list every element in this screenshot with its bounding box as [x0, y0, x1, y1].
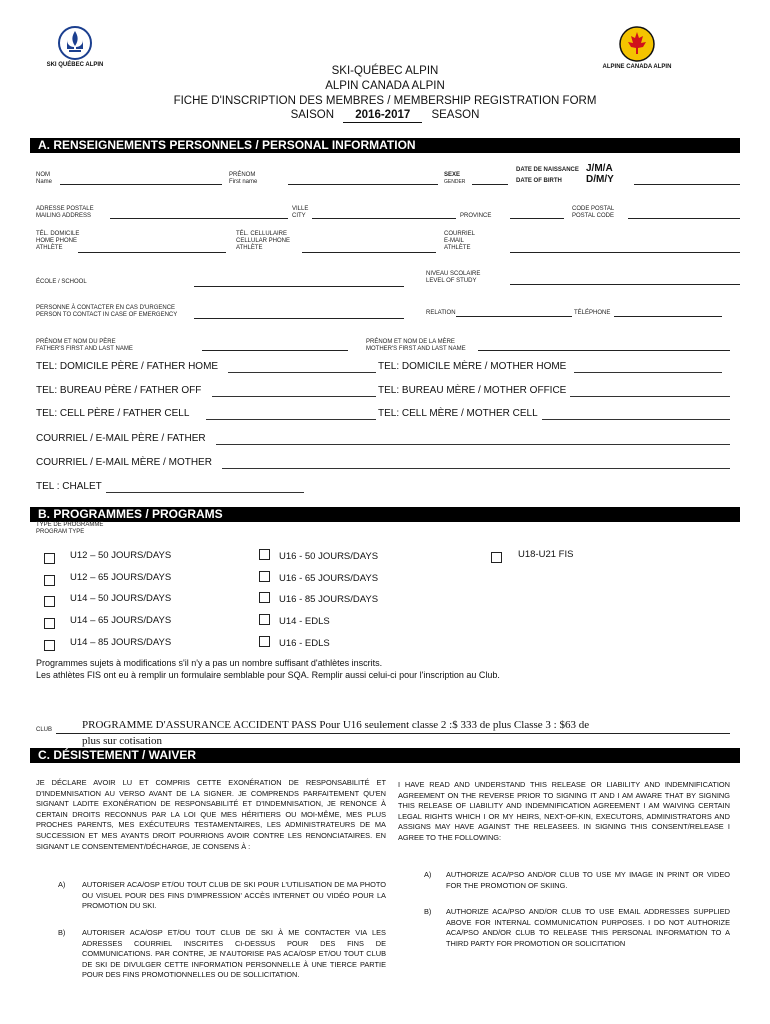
checkbox-u12-65[interactable] — [44, 575, 55, 586]
waiver-en-a: AUTHORIZE ACA/PSO AND/OR CLUB TO USE MY IMAGE IN PRINT OR VIDEO FOR THE PROMOTION OF SKIING. — [446, 870, 730, 890]
program-u12-50: U12 – 50 JOURS/DAYS — [70, 550, 172, 561]
mother-home-field[interactable] — [574, 372, 722, 373]
checkbox-u16-85[interactable] — [259, 592, 270, 603]
email-label: COURRIEL E-MAIL ATHLÈTE — [444, 231, 476, 251]
ski-quebec-logo — [40, 26, 110, 68]
cell-phone-field[interactable] — [302, 252, 436, 253]
program-u12-65: U12 – 65 JOURS/DAYS — [70, 572, 172, 583]
program-u14-65: U14 – 65 JOURS/DAYS — [70, 615, 172, 626]
maple-leaf-icon — [619, 26, 655, 62]
saison-label: SAISON — [290, 109, 335, 121]
athlete-email-field[interactable] — [510, 252, 740, 253]
emergency-field[interactable] — [194, 318, 404, 319]
first-name-field[interactable] — [288, 184, 438, 185]
home-phone-label: TÉL. DOMICILE HOME PHONE ATHLÈTE — [36, 231, 80, 251]
section-b-header: B. PROGRAMMES / PROGRAMS — [30, 507, 740, 522]
father-cell-field[interactable] — [206, 419, 376, 420]
school-field[interactable] — [194, 286, 404, 287]
postal-label: CODE POSTAL POSTAL CODE — [572, 206, 615, 219]
insurance-line-2: plus sur cotisation — [82, 735, 163, 747]
father-email-label: COURRIEL / E-MAIL PÈRE / FATHER — [36, 433, 206, 444]
father-name-label: PRÉNOM ET NOM DU PÈRE FATHER'S FIRST AND LAST NAME — [36, 339, 133, 352]
season-line — [0, 108, 770, 123]
mother-name-field[interactable] — [478, 350, 730, 351]
mother-cell-field[interactable] — [542, 419, 730, 420]
emergency-label: PERSONNE À CONTACTER EN CAS D'URGENCE PERSON TO CONTACT IN CASE OF EMERGENCY — [36, 305, 178, 318]
program-note-1: Programmes sujets à modifications s'il n'y a pas un nombre suffisant d'athlètes inscrits. — [36, 658, 383, 668]
chalet-field[interactable] — [106, 492, 304, 493]
checkbox-u14-edls[interactable] — [259, 614, 270, 625]
chalet-label: TEL : CHALET — [36, 481, 102, 492]
header-line2: ALPIN CANADA ALPIN — [325, 80, 445, 92]
alpine-canada-logo-label: ALPINE CANADA ALPIN — [602, 64, 672, 70]
father-email-field[interactable] — [216, 444, 730, 445]
father-name-field[interactable] — [202, 350, 348, 351]
program-u14-edls: U14 - EDLS — [279, 616, 330, 627]
waiver-en-b-letter: B) — [424, 907, 432, 916]
program-u14-50: U14 – 50 JOURS/DAYS — [70, 593, 172, 604]
program-u16-85: U16 - 85 JOURS/DAYS — [279, 594, 379, 605]
mother-name-label: PRÉNOM ET NOM DE LA MÈRE MOTHER'S FIRST AND LAST NAME — [366, 339, 466, 352]
club-field[interactable] — [56, 733, 730, 734]
telephone-label: TÉLÉPHONE — [574, 310, 611, 316]
waiver-fr-b-letter: B) — [58, 928, 66, 937]
adresse-label: ADRESSE POSTALE MAILING ADDRESS — [36, 206, 94, 219]
emergency-phone-field[interactable] — [614, 316, 722, 317]
section-c-header: C. DÉSISTEMENT / WAIVER — [30, 748, 740, 763]
prenom-label: PRÉNOM First name — [229, 172, 258, 185]
waiver-en-a-letter: A) — [424, 870, 432, 879]
cell-phone-label: TÉL. CELLULAIRE CELLULAR PHONE ATHLÈTE — [236, 231, 291, 251]
dob-en-label: DATE OF BIRTH — [516, 178, 562, 184]
mother-office-field[interactable] — [570, 396, 730, 397]
sexe-label: SEXE GENDER — [444, 172, 466, 185]
gender-field[interactable] — [472, 184, 508, 185]
dob-fr-label: DATE DE NAISSANCE — [516, 167, 579, 173]
season-label: SEASON — [431, 109, 480, 121]
dob-field[interactable] — [634, 184, 740, 185]
province-field[interactable] — [510, 218, 564, 219]
mother-home-label: TEL: DOMICILE MÈRE / MOTHER HOME — [378, 361, 567, 372]
insurance-line-1: PROGRAMME D'ASSURANCE ACCIDENT PASS Pour U16 seulement classe 2 :$ 333 de plus Classe 3 : $63 de — [82, 719, 590, 731]
niveau-label: NIVEAU SCOLAIRE LEVEL OF STUDY — [426, 271, 481, 284]
school-label: ÉCOLE / SCHOOL — [36, 279, 87, 285]
checkbox-u14-65[interactable] — [44, 618, 55, 629]
mother-email-label: COURRIEL / E-MAIL MÈRE / MOTHER — [36, 457, 212, 468]
fleur-de-lis-icon — [58, 26, 92, 60]
father-home-field[interactable] — [228, 372, 376, 373]
club-label: CLUB — [36, 727, 53, 733]
section-a-header: A. RENSEIGNEMENTS PERSONNELS / PERSONAL INFORMATION — [30, 138, 740, 153]
province-label: PROVINCE — [460, 213, 492, 219]
waiver-fr-intro: JE DÉCLARE AVOIR LU ET COMPRIS CETTE EXONÉRATION DE RESPONSABILITÉ ET D'INDEMNISATION AU VERSO AVANT DE LA SIGNER. JE COMPRENDS PARFAITEMENT QU'EN SIGNANT LADITE EXONÉRATION DE RESPONSABILITÉ ET D'INDEMNISATION, JE RENONCE À CERTAIN DROITS RECONNUS PAR LA LOI QUE MES HÉRITIERS OU MOI-MÊME, MES PLUS PROCHES PARENTS, MES EXÉCUTEURS TESTAMENTAIRES, LES ADMINISTRATEURS DE MA SUCCESSION ET MES AYANTS DROIT POURRIONS AVOIR CONTRE LES RENONCIATAIRES. EN SIGNANT LE CONSENTEMENT/DÉCHARGE, JE CONSENS À : — [36, 778, 386, 851]
checkbox-u16-edls[interactable] — [259, 636, 270, 647]
waiver-fr-b: AUTORISER ACA/OSP ET/OU TOUT CLUB DE SKI À ME CONTACTER VIA LES ADRESSES COURRIEL INSCRITES CI-DESSUS POUR DES FINS DE COMMUNICATIONS. PAR CONTRE, JE N'AUTORISE PAS ACA/OSP ET/OU TOUT CLUB DE SKI DE DIVULGER CETTE INFORMATION PERSONNELLE À UNE TIERCE PARTIE POUR DES FINS PROMOTIONNELLES OU DE SOLLICITATION. — [82, 928, 386, 980]
waiver-fr-a: AUTORISER ACA/OSP ET/OU TOUT CLUB DE SKI POUR L'UTILISATION DE MA PHOTO OU VISUEL POUR DES FINS D'IMPRESSION' ACCÈS INTERNET OU VIDÉO POUR LA PROMOTION DU SKI. — [82, 880, 386, 911]
program-u16-50: U16 - 50 JOURS/DAYS — [279, 551, 379, 562]
father-office-label: TEL: BUREAU PÈRE / FATHER OFF — [36, 385, 202, 396]
name-field[interactable] — [60, 184, 222, 185]
header-line1: SKI-QUÉBEC ALPIN — [331, 65, 439, 77]
waiver-en-intro: I HAVE READ AND UNDERSTAND THIS RELEASE OR LIABILITY AND INDEMNIFICATION AGREEMENT ON THE REVERSE PRIOR TO SIGNING IT AND I AM AWARE THAT BY SIGNING THIS RELEASE OF LIABILITY AND INDEMNIFICATION AGREEMENT I AM WAIVING CERTAIN LEGAL RIGHTS WHICH I OR MY HEIRS, NEXT-OF-KIN, EXECUTORS, ADMINISTRATORS AND ASSIGNS MAY HAVE AGAINST THE RELEASEES. IN SIGNING THIS CONSENT/RELEASE I AGREE TO THE FOLLOWING: — [398, 780, 730, 842]
waiver-fr-a-letter: A) — [58, 880, 66, 889]
checkbox-u14-85[interactable] — [44, 640, 55, 651]
checkbox-u12-50[interactable] — [44, 553, 55, 564]
mother-cell-label: TEL: CELL MÈRE / MOTHER CELL — [378, 408, 538, 419]
checkbox-u16-50[interactable] — [259, 549, 270, 560]
home-phone-field[interactable] — [78, 252, 226, 253]
nom-label: NOM Name — [36, 172, 53, 185]
program-type-label: TYPE DE PROGRAMME PROGRAM TYPE — [36, 522, 104, 535]
program-u16-edls: U16 - EDLS — [279, 638, 330, 649]
program-note-2: Les athlètes FIS ont eu à remplir un formulaire semblable pour SQA. Remplir aussi celui-ci pour l'inscription au Club. — [36, 670, 500, 680]
ski-quebec-logo-label: SKI QUÉBEC ALPIN — [46, 62, 104, 68]
program-u18-u21-fis: U18-U21 FIS — [518, 549, 574, 560]
waiver-en-b: AUTHORIZE ACA/PSO AND/OR CLUB TO USE EMAIL ADDRESSES SUPPLIED ABOVE FOR INTERNAL COMMUNICATION PURPOSES. I DO NOT AUTHORIZE ACA/PSO AND/OR CLUB TO RELEASE THIS PERSONAL INFORMATION TO A THIRD PARTY FOR PROMOTION OR SOLICITATION — [446, 907, 730, 948]
season-value: 2016-2017 — [343, 108, 422, 123]
program-u16-65: U16 - 65 JOURS/DAYS — [279, 573, 379, 584]
father-home-label: TEL: DOMICILE PÈRE / FATHER HOME — [36, 361, 219, 372]
mother-office-label: TEL: BUREAU MÈRE / MOTHER OFFICE — [378, 385, 567, 396]
dob-en-format: D/M/Y — [586, 174, 614, 185]
mother-email-field[interactable] — [222, 468, 730, 469]
relation-field[interactable] — [456, 316, 572, 317]
father-cell-label: TEL: CELL PÈRE / FATHER CELL — [36, 408, 190, 419]
father-office-field[interactable] — [212, 396, 376, 397]
city-field[interactable] — [312, 218, 456, 219]
dob-fr-format: J/M/A — [586, 163, 613, 174]
relation-label: RELATION — [426, 310, 456, 316]
program-u14-85: U14 – 85 JOURS/DAYS — [70, 637, 172, 648]
checkbox-u16-65[interactable] — [259, 571, 270, 582]
ville-label: VILLE CITY — [292, 206, 309, 219]
address-field[interactable] — [110, 218, 288, 219]
checkbox-u14-50[interactable] — [44, 596, 55, 607]
level-field[interactable] — [510, 284, 740, 285]
form-title: FICHE D'INSCRIPTION DES MEMBRES / MEMBERSHIP REGISTRATION FORM — [173, 95, 597, 107]
postal-field[interactable] — [628, 218, 740, 219]
checkbox-u18-u21-fis[interactable] — [491, 552, 502, 563]
